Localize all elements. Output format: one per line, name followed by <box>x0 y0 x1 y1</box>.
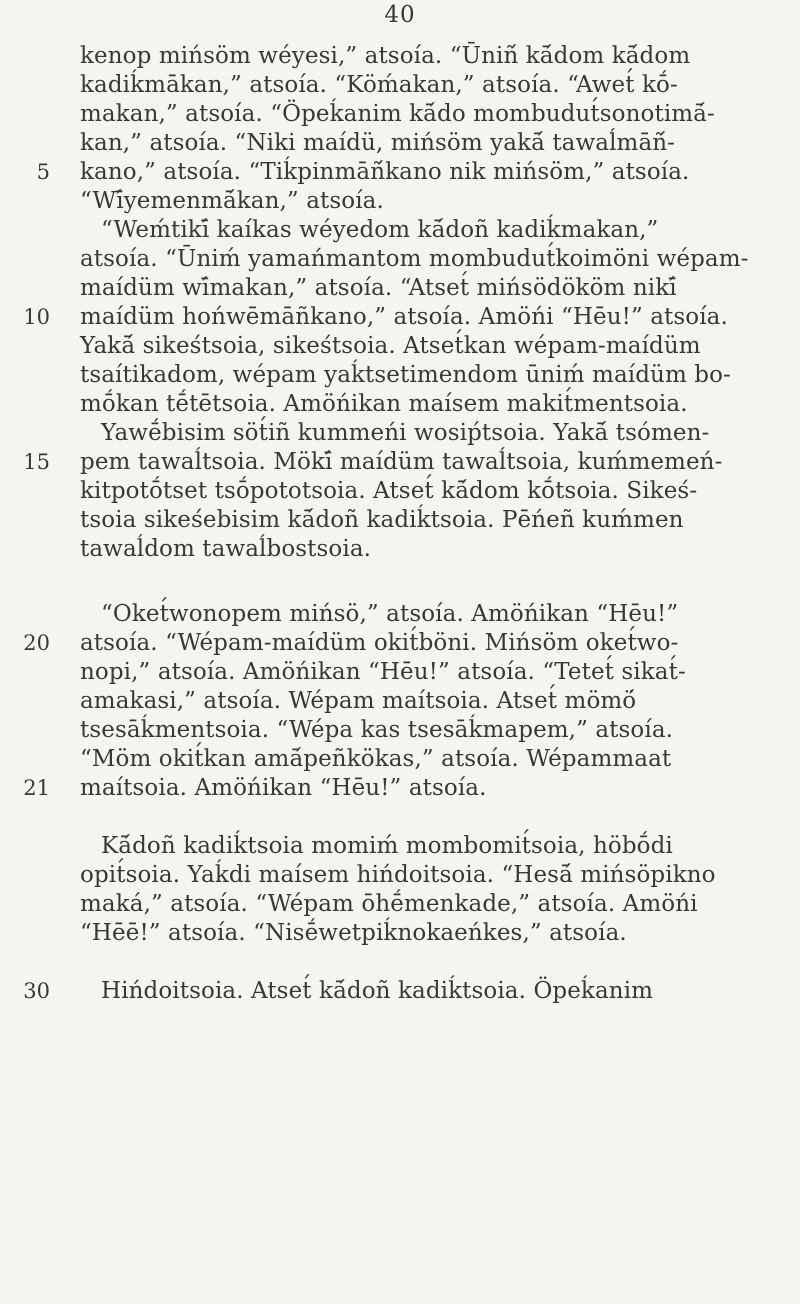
text-line: “Weḿtikī́ kaíkas wéyedom kā́doñ kadiḱmakan,” <box>101 217 659 243</box>
line-number: 21 <box>23 776 50 800</box>
page-number: 40 <box>384 2 416 28</box>
text-line: atsoía. “Wépam-maídüm okit́böni. Mińsöm oket́wo- <box>80 630 679 656</box>
line-number: 20 <box>23 631 50 655</box>
text-line: Yakā́ sikeśtsoia, sikeśtsoia. Atset́kan wépam-maídüm <box>80 333 701 359</box>
text-line: kenop mińsöm wéyesi,” atsoía. “Ūniñ́ kā́dom kā́dom <box>80 43 691 69</box>
text-line: atsoía. “Ūniḿ yamańmantom mombudut́koimöni wépam- <box>80 246 749 272</box>
text-line: mṓkan tḗtētsoia. Amöńikan maísem makit́mentsoia. <box>80 391 688 417</box>
line-number: 5 <box>36 160 50 184</box>
text-line: opit́soia. Yaḱdi maísem hińdoitsoia. “Hesā́ mińsöpikno <box>80 862 716 888</box>
text-line: “Möm okit́kan amā́peñkökas,” atsoía. Wépammaat <box>80 746 672 772</box>
text-line: maídüm hońwēmāñkano,” atsoía. Amöńi “Hēu!” atsoía. <box>80 304 728 330</box>
text-line: makan,” atsoía. “Öpeḱanim kā́do mombudut́sonotimā́- <box>80 101 715 127</box>
text-line: kan,” atsoía. “Niki maídü, mińsöm yakā́ tawaĺmāñ́- <box>80 130 676 156</box>
text-line: maídüm wī́makan,” atsoía. “Atset́ mińsödököm nikī́ <box>80 275 677 301</box>
text-line: maítsoia. Amöńikan “Hēu!” atsoía. <box>80 775 487 801</box>
text-line: nopi,” atsoía. Amöńikan “Hēu!” atsoía. “Tetet́ sikat́- <box>80 659 686 685</box>
text-line: kadiḱmākan,” atsoía. “Köḿakan,” atsoía. “Awet́ kṓ- <box>80 72 678 98</box>
text-line: tsaítikadom, wépam yaḱtsetimendom ūniḿ maídüm bo- <box>80 362 731 388</box>
text-line: “Wī́yemenmā́kan,” atsoía. <box>80 188 384 214</box>
text-line: kitpotṓtset tsṓpototsoia. Atset́ kā́dom kṓtsoia. Sikeś- <box>80 478 698 504</box>
text-line: tsesāḱmentsoia. “Wépa kas tsesāḱmapem,” atsoía. <box>80 717 674 743</box>
text-line: tsoia sikeśebisim kā́doñ kadiḱtsoia. Pēńeñ kuḿmen <box>80 507 684 533</box>
text-line: “Hēē!” atsoía. “Nisḗwetpiḱnokaeńkes,” atsoía. <box>80 920 627 946</box>
line-number: 10 <box>23 305 50 329</box>
line-number: 15 <box>23 450 50 474</box>
line-number: 30 <box>23 979 50 1003</box>
text-line: Kā́doñ kadiḱtsoia momiḿ mombomit́soia, höbṓdi <box>101 833 673 859</box>
text-line: tawaĺdom tawaĺbostsoia. <box>80 536 372 562</box>
text-line: kano,” atsoía. “Tiḱpinmāñ́kano nik mińsöm,” atsoía. <box>80 159 690 185</box>
text-line: Yawḗbisim söt́iñ kummeńi wosiṕtsoia. Yakā́ tsómen- <box>101 420 710 446</box>
text-line: pem tawaĺtsoia. Mökī́ maídüm tawaĺtsoia, kuḿmemeń- <box>80 449 723 475</box>
text-line: maká,” atsoía. “Wépam ōhḗmenkade,” atsoía. Amöńi <box>80 891 698 917</box>
text-line: Hińdoitsoia. Atset́ kā́doñ kadiḱtsoia. Öpeḱanim <box>101 978 654 1004</box>
text-line: “Oket́wonopem mińsö,” atsoía. Amöńikan “Hēu!” <box>101 601 679 627</box>
text-line: amakasi,” atsoía. Wépam maítsoia. Atset́ mömö́ <box>80 688 637 714</box>
